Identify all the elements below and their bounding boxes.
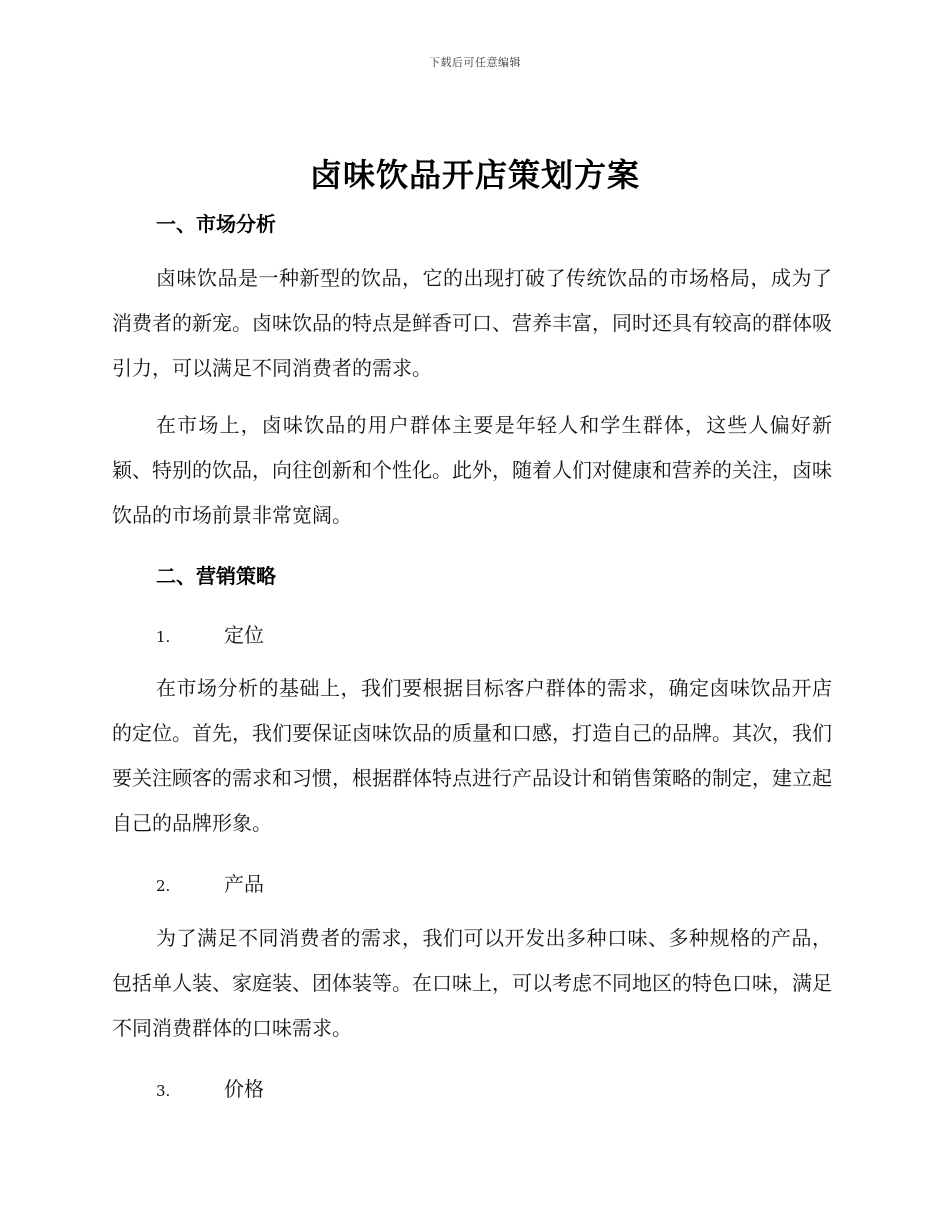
document-title: 卤味饮品开店策划方案 [309, 156, 640, 194]
list-label: 产品 [224, 872, 264, 896]
list-number: 1. [156, 628, 171, 646]
list-item-positioning [156, 619, 264, 648]
list-label: 定位 [224, 623, 264, 647]
list-item-product [156, 868, 264, 897]
header-note: 下载后可任意编辑 [429, 56, 521, 69]
section-heading-marketing-strategy: 二、营销策略 [156, 564, 276, 588]
list-number: 2. [156, 877, 171, 895]
paragraph-market-2: 在市场上，卤味饮品的用户群体主要是年轻人和学生群体，这些人偏好新颖、特别的饮品，向往创新和个性化。此外，随着人们对健康和营养的关注，卤味饮品的市场前景非常宽阔。 [112, 413, 832, 527]
paragraph-product: 为了满足不同消费者的需求，我们可以开发出多种口味、多种规格的产品，包括单人装、家庭装、团体装等。在口味上，可以考虑不同地区的特色口味，满足不同消费群体的口味需求。 [112, 926, 832, 1040]
list-number: 3. [156, 1082, 171, 1100]
section-heading-market-analysis: 一、市场分析 [156, 212, 276, 236]
paragraph-positioning: 在市场分析的基础上，我们要根据目标客户群体的需求，确定卤味饮品开店的定位。首先，我们要保证卤味饮品的质量和口感，打造自己的品牌。其次，我们要关注顾客的需求和习惯，根据群体特点进行产品设计和销售策略的制定，建立起自己的品牌形象。 [112, 676, 832, 835]
paragraph-market-1: 卤味饮品是一种新型的饮品，它的出现打破了传统饮品的市场格局，成为了消费者的新宠。卤味饮品的特点是鲜香可口、营养丰富，同时还具有较高的群体吸引力，可以满足不同消费者的需求。 [112, 266, 832, 380]
list-item-price [156, 1073, 264, 1102]
list-label: 价格 [224, 1077, 264, 1101]
